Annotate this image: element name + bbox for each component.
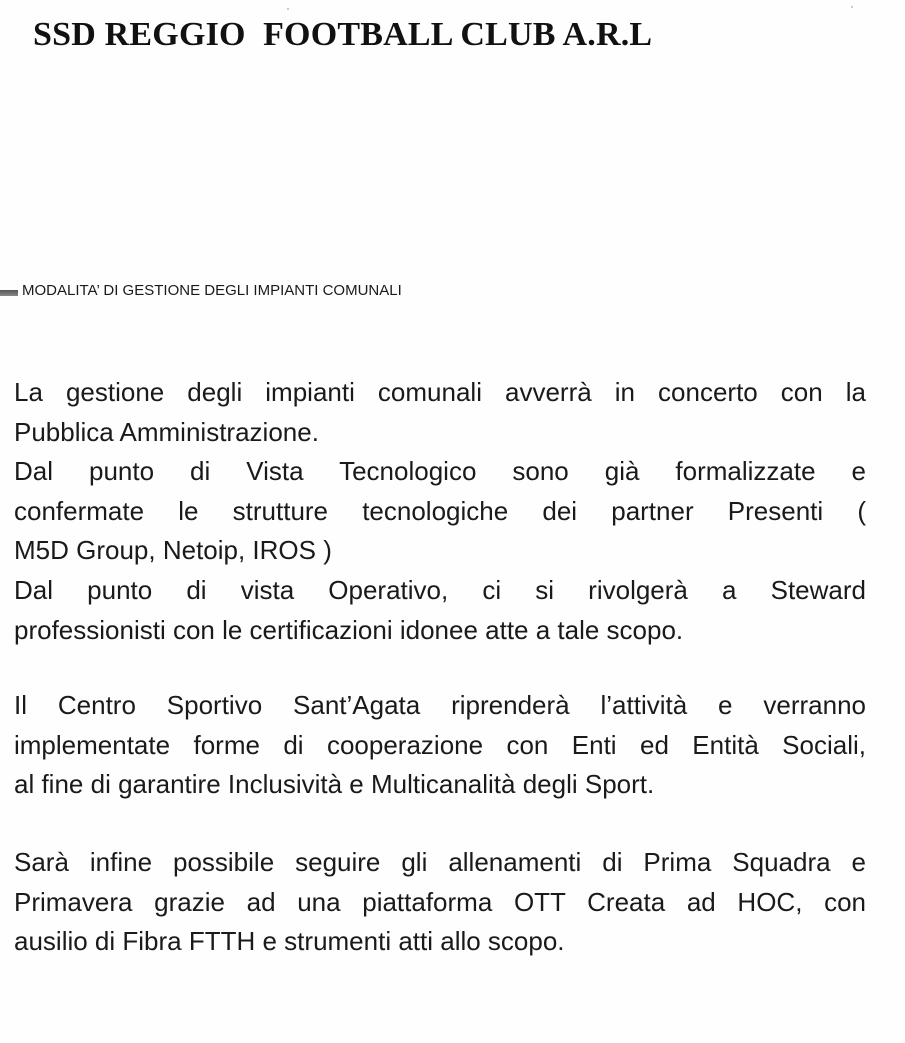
section-heading — [0, 282, 402, 299]
paragraph-line: La gestione degli impianti comunali avverrà in concerto con la — [14, 377, 866, 407]
document-title: SSD REGGIO FOOTBALL CLUB A.R.L — [33, 16, 653, 53]
paragraph-management — [14, 373, 866, 650]
paragraph-line: al fine di garantire Inclusività e Multicanalità degli Sport. — [14, 769, 655, 800]
paragraph-line: confermate le strutture tecnologiche dei partner Presenti ( — [14, 495, 866, 526]
paragraph-line: ausilio di Fibra FTTH e strumenti atti allo scopo. — [14, 926, 565, 957]
paragraph-line: Sarà infine possibile seguire gli allenamenti di Prima Squadra e — [14, 847, 866, 877]
paragraph-sports-center — [14, 686, 866, 805]
paragraph-line: Pubblica Amministrazione. — [14, 416, 319, 447]
paragraph-line: Il Centro Sportivo Sant’Agata riprenderà l’attività e verranno — [14, 690, 866, 720]
paragraph-line: Dal punto di vista Operativo, ci si rivolgerà a Steward — [14, 574, 866, 605]
heading-marker-icon — [0, 290, 18, 296]
paragraph-line: professionisti con le certificazioni idonee atte a tale scopo. — [14, 614, 684, 645]
paragraph-line: Primavera grazie ad una piattaforma OTT Creata ad HOC, con — [14, 886, 866, 917]
scan-speck — [287, 8, 289, 10]
scan-speck — [851, 6, 853, 8]
paragraph-line: implementate forme di cooperazione con Enti ed Entità Sociali, — [14, 729, 866, 760]
paragraph-line: M5D Group, Netoip, IROS ) — [14, 535, 332, 566]
paragraph-ott-platform — [14, 843, 866, 962]
paragraph-line: Dal punto di Vista Tecnologico sono già formalizzate e — [14, 456, 866, 487]
section-heading-text: MODALITA’ DI GESTIONE DEGLI IMPIANTI COMUNALI — [22, 282, 402, 299]
